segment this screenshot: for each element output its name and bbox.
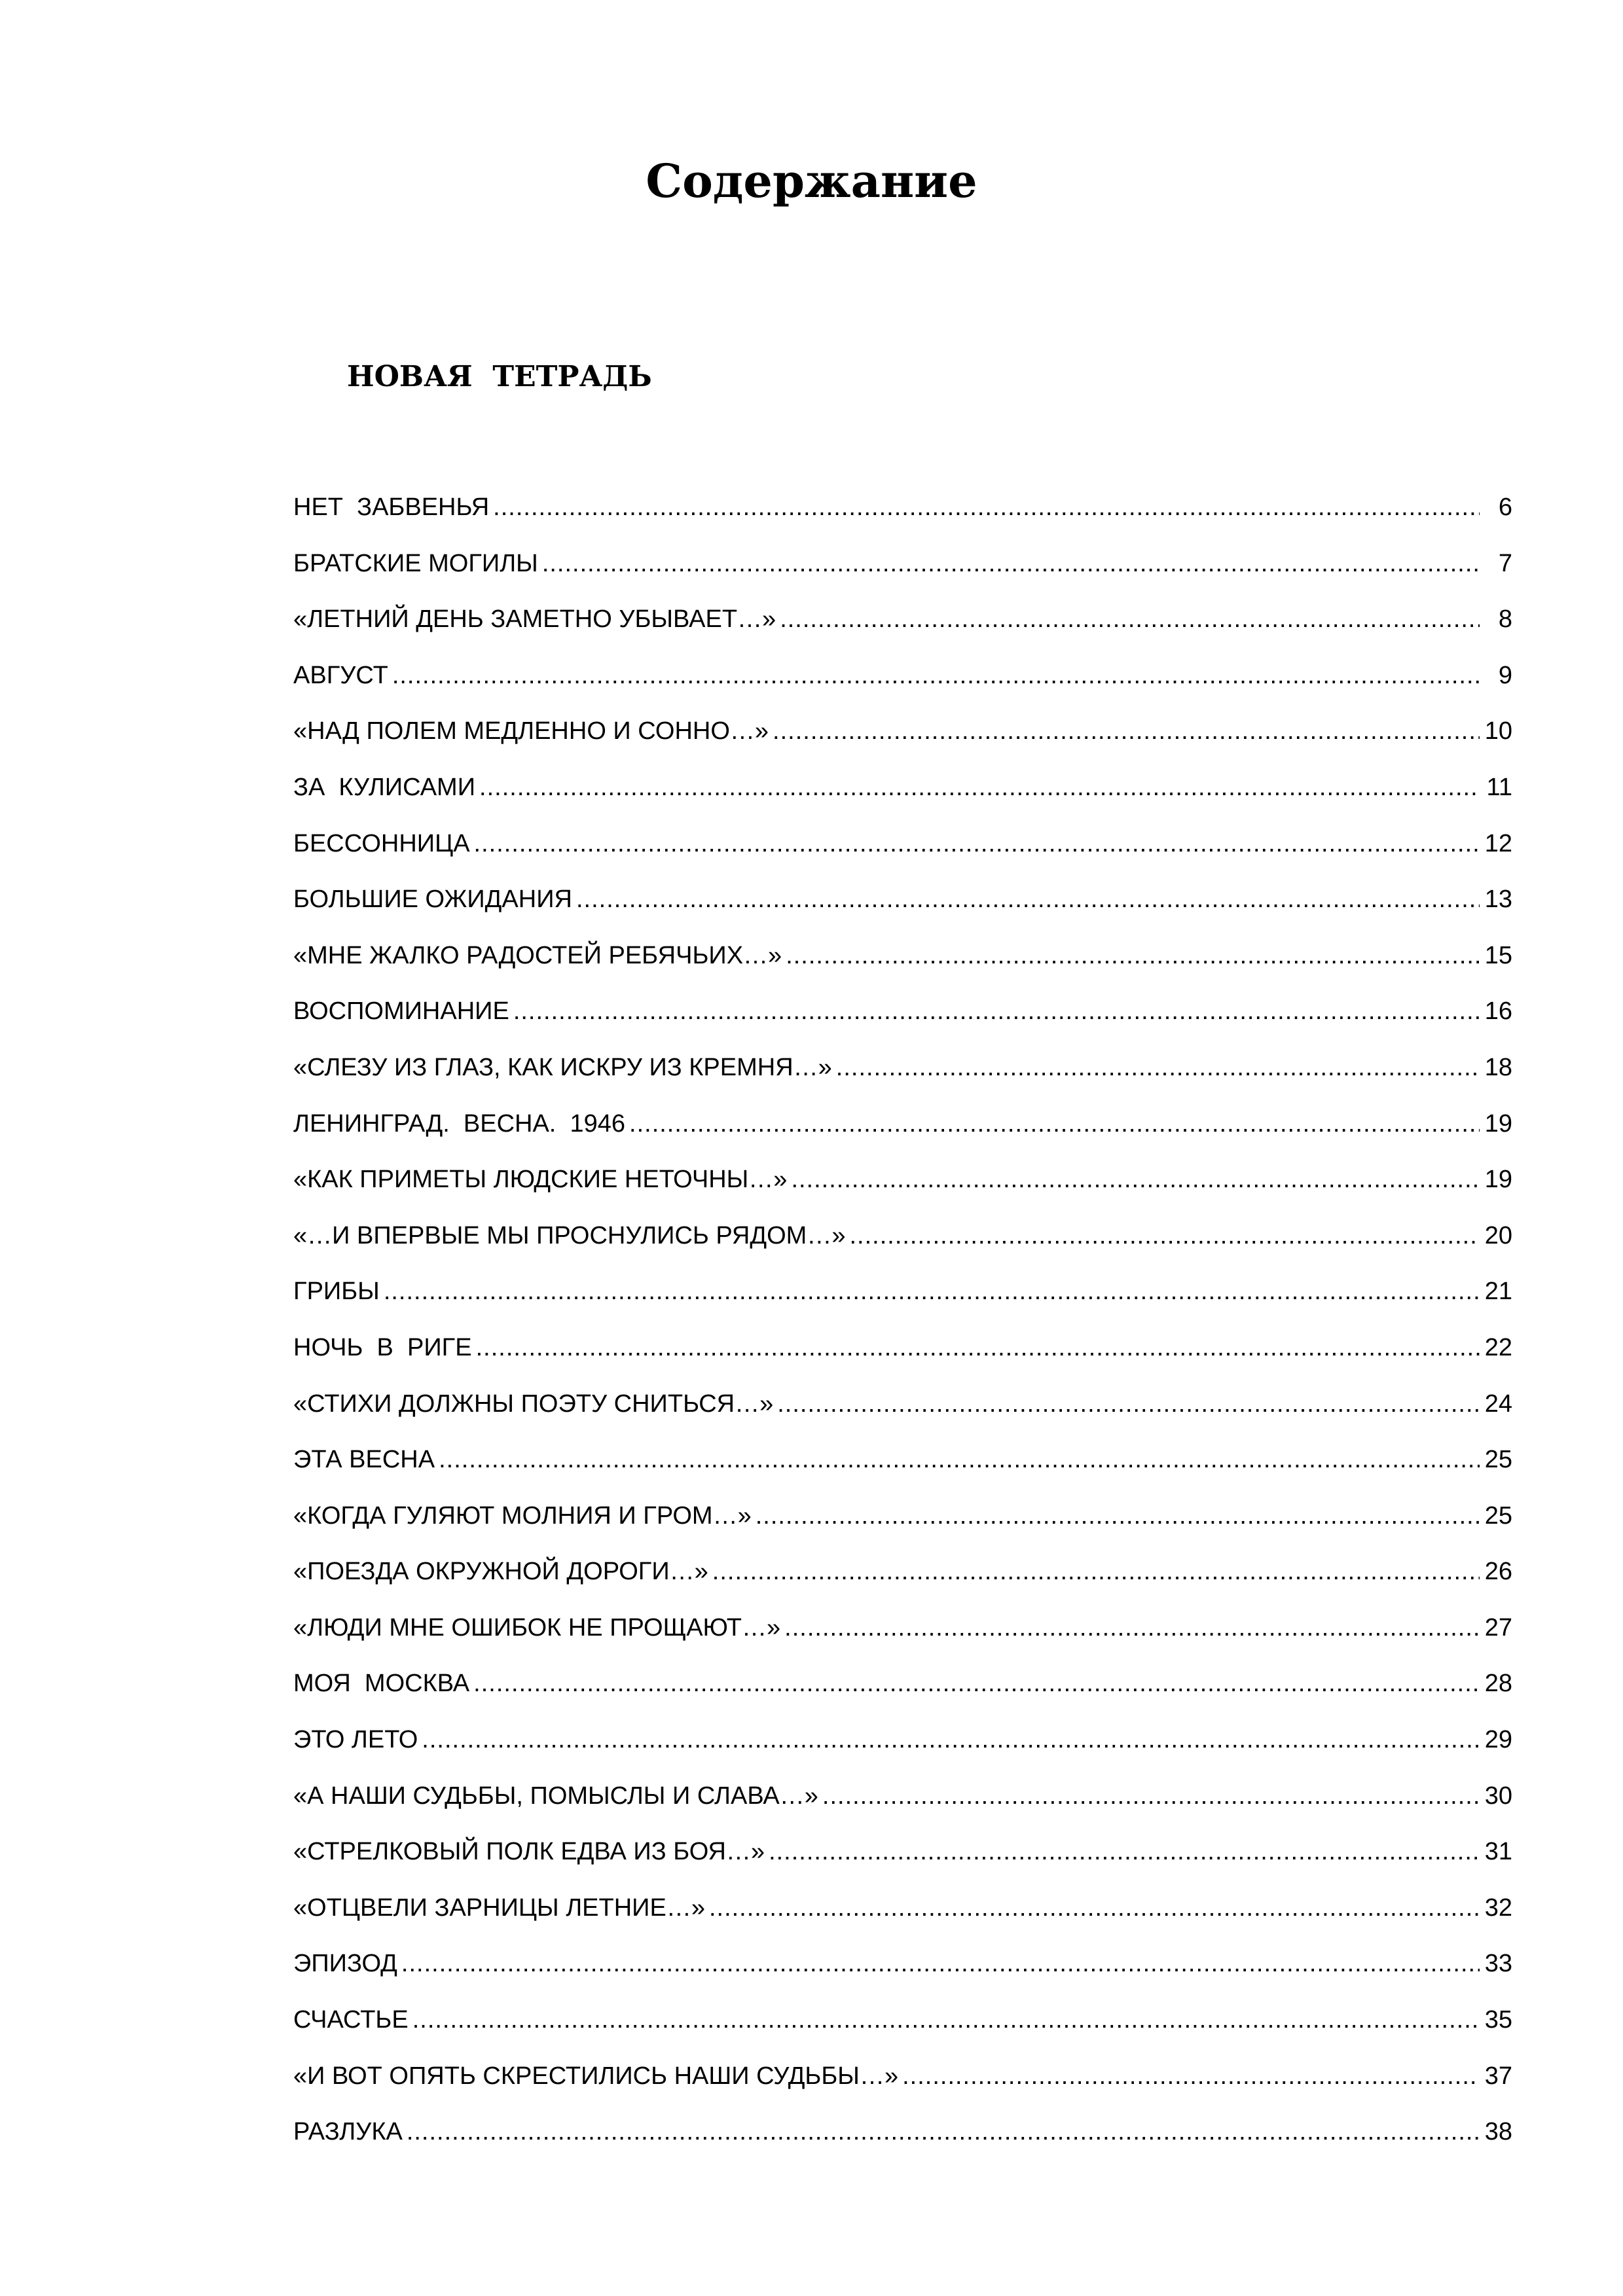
toc-page-number: 29 xyxy=(1484,1726,1512,1754)
toc-dot-leader xyxy=(479,768,1480,807)
table-of-contents xyxy=(293,488,1512,2168)
toc-page-number: 27 xyxy=(1484,1613,1512,1641)
toc-entry-title: РАЗЛУКА xyxy=(293,2118,403,2146)
toc-entry-title: БЕССОННИЦА xyxy=(293,829,470,857)
toc-page-number: 37 xyxy=(1484,2062,1512,2090)
toc-entry-title: СЧАСТЬЕ xyxy=(293,2006,409,2034)
toc-dot-leader xyxy=(542,544,1480,583)
toc-entry-title: ЭПИЗОД xyxy=(293,1950,397,1978)
toc-entry[interactable] xyxy=(293,824,1512,880)
toc-entry[interactable] xyxy=(293,880,1512,936)
toc-page-number: 20 xyxy=(1484,1221,1512,1249)
toc-page-number: 21 xyxy=(1484,1278,1512,1306)
toc-entry[interactable] xyxy=(293,1832,1512,1888)
toc-entry[interactable] xyxy=(293,2000,1512,2056)
toc-dot-leader xyxy=(384,1272,1480,1311)
toc-entry-title: «А НАШИ СУДЬБЫ, ПОМЫСЛЫ И СЛАВА…» xyxy=(293,1782,818,1810)
toc-dot-leader xyxy=(401,1944,1480,1983)
toc-page-number: 19 xyxy=(1484,1109,1512,1138)
toc-entry[interactable] xyxy=(293,1720,1512,1776)
toc-page-number: 31 xyxy=(1484,1838,1512,1866)
toc-page-number: 22 xyxy=(1484,1333,1512,1361)
toc-page-number: 15 xyxy=(1484,941,1512,969)
toc-entry-title: «КАК ПРИМЕТЫ ЛЮДСКИЕ НЕТОЧНЫ…» xyxy=(293,1166,788,1194)
toc-page-number: 24 xyxy=(1484,1390,1512,1418)
toc-page-number: 32 xyxy=(1484,1893,1512,1922)
section-heading: НОВАЯ ТЕТРАДЬ xyxy=(347,360,652,393)
toc-dot-leader xyxy=(769,1832,1480,1871)
toc-entry[interactable] xyxy=(293,2112,1512,2168)
toc-dot-leader xyxy=(777,1384,1480,1424)
toc-entry-title: «ЛЮДИ МНЕ ОШИБОК НЕ ПРОЩАЮТ…» xyxy=(293,1613,781,1641)
toc-entry-title: «НАД ПОЛЕМ МЕДЛЕННО И СОННО…» xyxy=(293,717,769,745)
toc-entry[interactable] xyxy=(293,656,1512,712)
toc-dot-leader xyxy=(786,936,1480,975)
toc-entry[interactable] xyxy=(293,2056,1512,2113)
toc-page-number: 18 xyxy=(1484,1053,1512,1081)
toc-entry-title: БРАТСКИЕ МОГИЛЫ xyxy=(293,549,538,577)
toc-dot-leader xyxy=(439,1440,1480,1479)
toc-entry-title: «ОТЦВЕЛИ ЗАРНИЦЫ ЛЕТНИЕ…» xyxy=(293,1893,705,1922)
toc-entry[interactable] xyxy=(293,768,1512,824)
toc-dot-leader xyxy=(629,1104,1480,1143)
toc-entry[interactable] xyxy=(293,1384,1512,1441)
toc-dot-leader xyxy=(780,600,1480,639)
toc-page-number: 8 xyxy=(1498,605,1512,634)
toc-entry-title: «КОГДА ГУЛЯЮТ МОЛНИЯ И ГРОМ…» xyxy=(293,1501,752,1530)
toc-entry[interactable] xyxy=(293,600,1512,656)
toc-dot-leader xyxy=(849,1216,1480,1255)
toc-dot-leader xyxy=(473,1664,1480,1703)
toc-dot-leader xyxy=(773,711,1480,751)
toc-entry-title: АВГУСТ xyxy=(293,661,388,689)
toc-entry[interactable] xyxy=(293,992,1512,1048)
toc-entry-title: БОЛЬШИЕ ОЖИДАНИЯ xyxy=(293,886,572,914)
toc-entry[interactable] xyxy=(293,1160,1512,1216)
toc-page-number: 12 xyxy=(1484,829,1512,857)
toc-page-number: 30 xyxy=(1484,1782,1512,1810)
toc-dot-leader xyxy=(513,992,1480,1031)
toc-dot-leader xyxy=(709,1888,1480,1928)
toc-page-number: 9 xyxy=(1498,661,1512,689)
toc-page-number: 38 xyxy=(1484,2118,1512,2146)
toc-entry[interactable] xyxy=(293,1048,1512,1104)
toc-entry[interactable] xyxy=(293,1496,1512,1552)
toc-page-number: 35 xyxy=(1484,2006,1512,2034)
toc-page-number: 28 xyxy=(1484,1670,1512,1698)
toc-entry-title: ЭТО ЛЕТО xyxy=(293,1726,418,1754)
toc-entry[interactable] xyxy=(293,1608,1512,1664)
toc-entry[interactable] xyxy=(293,488,1512,544)
toc-entry[interactable] xyxy=(293,936,1512,992)
toc-dot-leader xyxy=(422,1720,1480,1759)
toc-page-number: 7 xyxy=(1498,549,1512,577)
page-title: Содержание xyxy=(646,154,977,208)
toc-page-number: 19 xyxy=(1484,1166,1512,1194)
toc-entry-title: ЗА КУЛИСАМИ xyxy=(293,773,476,801)
toc-dot-leader xyxy=(474,824,1480,863)
toc-dot-leader xyxy=(836,1048,1480,1087)
toc-entry[interactable] xyxy=(293,1776,1512,1833)
toc-entry-title: «ЛЕТНИЙ ДЕНЬ ЗАМЕТНО УБЫВАЕТ…» xyxy=(293,605,776,634)
toc-entry[interactable] xyxy=(293,1944,1512,2000)
toc-entry-title: НОЧЬ В РИГЕ xyxy=(293,1333,472,1361)
toc-dot-leader xyxy=(476,1328,1480,1367)
toc-entry-title: «ПОЕЗДА ОКРУЖНОЙ ДОРОГИ…» xyxy=(293,1558,708,1586)
toc-entry-title: «СЛЕЗУ ИЗ ГЛАЗ, КАК ИСКРУ ИЗ КРЕМНЯ…» xyxy=(293,1053,832,1081)
toc-page-number: 13 xyxy=(1484,886,1512,914)
toc-entry-title: ГРИБЫ xyxy=(293,1278,380,1306)
toc-page-number: 33 xyxy=(1484,1950,1512,1978)
toc-entry[interactable] xyxy=(293,1328,1512,1384)
toc-entry-title: «И ВОТ ОПЯТЬ СКРЕСТИЛИСЬ НАШИ СУДЬБЫ…» xyxy=(293,2062,899,2090)
toc-entry-title: «…И ВПЕРВЫЕ МЫ ПРОСНУЛИСЬ РЯДОМ…» xyxy=(293,1221,846,1249)
toc-entry-title: НЕТ ЗАБВЕНЬЯ xyxy=(293,493,490,521)
toc-entry[interactable] xyxy=(293,1888,1512,1945)
toc-dot-leader xyxy=(407,2112,1480,2151)
toc-entry[interactable] xyxy=(293,544,1512,600)
toc-page-number: 25 xyxy=(1484,1501,1512,1530)
toc-entry-title: ВОСПОМИНАНИЕ xyxy=(293,997,509,1026)
toc-entry[interactable] xyxy=(293,1104,1512,1160)
toc-dot-leader xyxy=(784,1608,1480,1647)
toc-entry[interactable] xyxy=(293,1216,1512,1272)
toc-dot-leader xyxy=(493,488,1480,527)
toc-dot-leader xyxy=(756,1496,1480,1535)
toc-entry[interactable] xyxy=(293,1664,1512,1720)
toc-entry-title: ЛЕНИНГРАД. ВЕСНА. 1946 xyxy=(293,1109,626,1138)
toc-dot-leader xyxy=(902,2056,1480,2096)
toc-entry-title: «СТРЕЛКОВЫЙ ПОЛК ЕДВА ИЗ БОЯ…» xyxy=(293,1838,765,1866)
toc-page-number: 6 xyxy=(1498,493,1512,521)
toc-entry[interactable] xyxy=(293,711,1512,768)
toc-entry-title: «МНЕ ЖАЛКО РАДОСТЕЙ РЕБЯЧЬИХ…» xyxy=(293,941,782,969)
toc-entry-title: ЭТА ВЕСНА xyxy=(293,1446,435,1474)
toc-entry-title: МОЯ МОСКВА xyxy=(293,1670,470,1698)
toc-entry[interactable] xyxy=(293,1552,1512,1608)
toc-page-number: 25 xyxy=(1484,1446,1512,1474)
toc-dot-leader xyxy=(822,1776,1480,1816)
toc-entry[interactable] xyxy=(293,1272,1512,1328)
toc-dot-leader xyxy=(576,880,1480,919)
toc-page-number: 16 xyxy=(1484,997,1512,1026)
toc-page-number: 26 xyxy=(1484,1558,1512,1586)
toc-dot-leader xyxy=(712,1552,1480,1591)
toc-page-number: 10 xyxy=(1484,717,1512,745)
toc-entry-title: «СТИХИ ДОЛЖНЫ ПОЭТУ СНИТЬСЯ…» xyxy=(293,1390,774,1418)
toc-page-number: 11 xyxy=(1486,773,1512,801)
toc-dot-leader xyxy=(412,2000,1480,2039)
toc-entry[interactable] xyxy=(293,1440,1512,1496)
toc-dot-leader xyxy=(791,1160,1480,1199)
toc-dot-leader xyxy=(392,656,1480,695)
